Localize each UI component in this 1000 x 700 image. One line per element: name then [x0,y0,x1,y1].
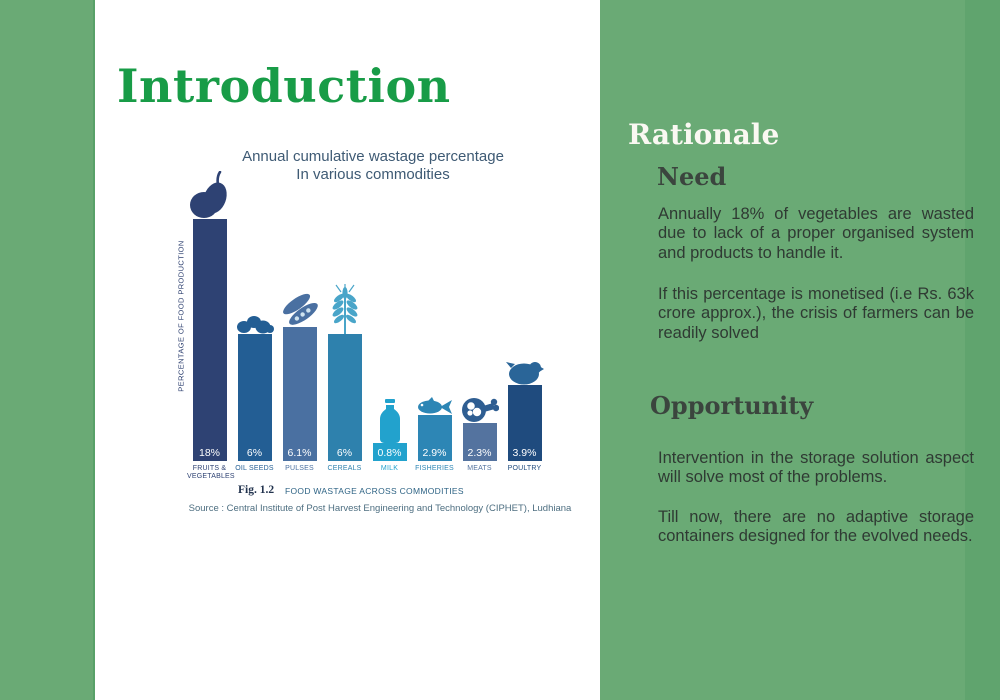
bar-group [277,157,322,477]
figure-number-label: Fig. 1.2 [238,484,275,496]
y-axis-label: PERCENTAGE OF FOOD PRODUCTION [176,240,186,392]
bar-group [457,157,502,477]
bar-category-label: PULSES [285,465,314,472]
bar-group [187,157,235,480]
bar-value-label: 0.8% [377,447,402,459]
opportunity-heading: Opportunity [650,391,814,420]
chart-source-citation: Source : Central Institute of Post Harvest Engineering and Technology (CIPHET), Ludhiana [188,503,572,514]
eggplant-icon [188,171,232,219]
bar [463,423,497,461]
bar-category-label: FRUITS & VEGETABLES [187,465,235,480]
opportunity-paragraph-1: Intervention in the storage solution aspect will solve most of the problems. [658,448,974,486]
milk-bottle-icon [377,399,403,443]
peapod-icon [280,291,320,327]
rationale-panel [600,0,1000,700]
bar-value-label: 18% [198,447,220,459]
bar-group [412,157,457,477]
oilseeds-icon [236,314,274,334]
bar-category-label: MEATS [467,465,492,472]
bar-value-label: 2.9% [422,447,447,459]
bar [238,334,272,461]
bar-value-label: 6% [246,447,263,459]
bar [418,415,452,461]
bar-group [502,157,547,477]
bar-group [367,157,412,477]
bar-value-label: 6.1% [287,447,312,459]
rationale-heading: Rationale [628,118,780,152]
bar-value-label: 3.9% [512,447,537,459]
left-green-strip [0,0,95,700]
bar [373,443,407,461]
need-heading: Need [657,162,727,191]
right-edge-band [965,0,1000,700]
meat-icon [461,395,499,423]
bar-category-label: CEREALS [327,465,362,472]
bar-track [187,157,547,480]
bar [283,327,317,461]
fish-icon [416,397,454,415]
need-paragraph-1: Annually 18% of vegetables are wasted due to lack of a proper organised system and products to handle it. [658,204,974,262]
bar-category-label: FISHERIES [415,465,454,472]
bar-value-label: 6% [336,447,353,459]
bar-category-label: MILK [380,465,399,472]
poultry-icon [505,359,545,385]
bar-category-label: POULTRY [507,465,542,472]
x-axis-label: FOOD WASTAGE ACROSS COMMODITIES [285,486,464,496]
chart-title-line2: In various commodities [296,166,450,183]
need-paragraph-2: If this percentage is monetised (i.e Rs. 63k crore approx.), the crisis of farmers can be readily solved [658,284,974,342]
bar-category-label: OIL SEEDS [235,465,274,472]
opportunity-paragraph-2: Till now, there are no adaptive storage containers designed for the evolved needs. [658,507,974,545]
bar [508,385,542,461]
bar [193,219,227,461]
chart-title-line1: Annual cumulative wastage percentage [242,148,504,165]
bar-group [232,157,277,477]
wheat-icon [328,284,362,334]
bar-value-label: 2.3% [467,447,492,459]
page-title: Introduction [117,58,451,113]
bar [328,334,362,461]
bar-group [322,157,367,477]
